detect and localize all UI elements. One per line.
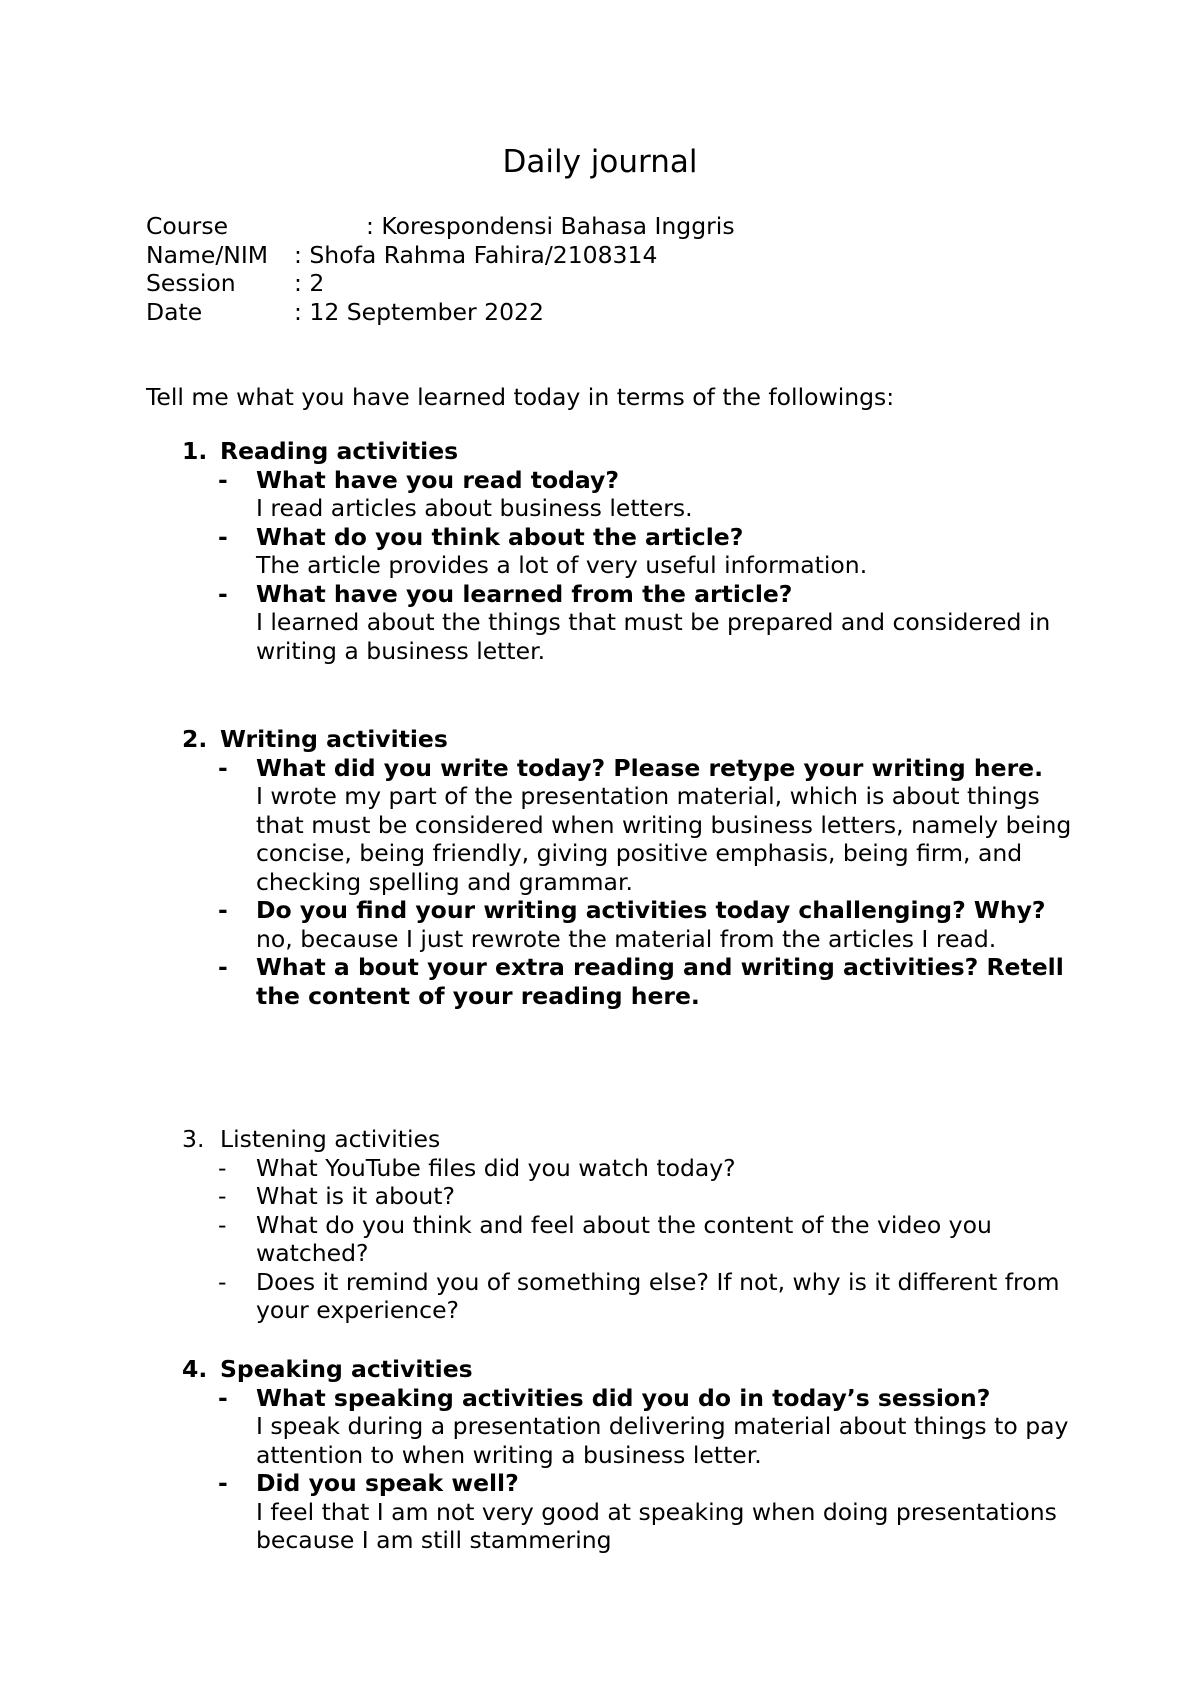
intro-text: Tell me what you have learned today in terms of the followings:	[146, 383, 895, 411]
bullet-dash: -	[218, 522, 228, 551]
date-label: Date	[146, 297, 203, 326]
question-text: What a bout your extra reading and writing activities? Retell the content of your reading here.	[256, 953, 1064, 1010]
bullet-dash: -	[218, 1267, 227, 1296]
answer-text: I read articles about business letters.	[256, 494, 693, 522]
session-label: Session	[146, 269, 236, 297]
course-label: Course	[146, 212, 229, 240]
section-number: 1.	[182, 437, 208, 465]
name-label: Name/NIM	[146, 240, 269, 269]
question-text: What is it about?	[256, 1182, 455, 1210]
session-row	[146, 269, 735, 298]
section-number: 3.	[182, 1125, 205, 1153]
question-text: Does it remind you of something else? If not, why is it different from your experience?	[256, 1267, 1060, 1324]
bullet-dash: -	[218, 1153, 227, 1182]
date-row	[146, 298, 735, 327]
question-text: What have you learned from the article?	[256, 579, 793, 608]
section-title: Writing activities	[220, 725, 448, 753]
page-title: Daily journal	[502, 144, 698, 180]
section-title: Listening activities	[220, 1125, 441, 1153]
header-info	[146, 212, 735, 326]
bullet-dash: -	[218, 753, 228, 782]
speaking-section	[182, 1355, 1082, 1555]
section-heading	[182, 437, 1082, 466]
reading-section	[182, 437, 1082, 665]
bullet-dash: -	[218, 953, 228, 981]
name-value: : Shofa Rahma Fahira/2108314	[294, 240, 658, 269]
section-heading	[182, 1125, 1082, 1154]
answer-text: I learned about the things that must be prepared and considered in writing a business letter.	[256, 608, 1051, 665]
question-text: What YouTube files did you watch today?	[256, 1153, 736, 1182]
session-value: : 2	[294, 269, 325, 297]
date-value: : 12 September 2022	[294, 297, 544, 326]
section-heading	[182, 725, 1082, 754]
course-row	[146, 212, 735, 241]
question-text: What speaking activities did you do in today’s session?	[256, 1383, 991, 1412]
list-item	[182, 1268, 1082, 1325]
list-item	[182, 1469, 1082, 1555]
list-item	[182, 1384, 1082, 1470]
list-item	[182, 523, 1082, 580]
section-title: Reading activities	[220, 437, 459, 465]
answer-text: The article provides a lot of very useful information.	[256, 551, 868, 579]
list-item	[182, 1182, 1082, 1211]
writing-section	[182, 725, 1082, 1010]
bullet-dash: -	[218, 1383, 228, 1412]
bullet-dash: -	[218, 465, 228, 494]
list-item	[182, 466, 1082, 523]
list-item	[182, 580, 1082, 666]
list-item	[182, 1211, 1082, 1268]
question-text: Do you find your writing activities today challenging? Why?	[256, 896, 1046, 924]
question-text: What do you think about the article?	[256, 522, 744, 551]
question-text: What have you read today?	[256, 465, 619, 494]
question-text: What do you think and feel about the content of the video you watched?	[256, 1210, 992, 1267]
name-row	[146, 241, 735, 270]
list-item	[182, 754, 1082, 897]
bullet-dash: -	[218, 1469, 228, 1497]
answer-text: I wrote my part of the presentation material, which is about things that must be considered when writing business letters, namely being concise, being friendly, giving positive emphasis, being firm, and checking spelling and grammar.	[256, 782, 1072, 896]
answer-text: I feel that I am not very good at speaking when doing presentations because I am still stammering	[256, 1497, 1057, 1554]
list-item	[182, 896, 1082, 953]
bullet-dash: -	[218, 579, 228, 608]
course-value: : Korespondensi Bahasa Inggris	[366, 212, 735, 240]
answer-text: no, because I just rewrote the material from the articles I read.	[256, 924, 997, 953]
bullet-dash: -	[218, 1182, 227, 1210]
answer-text: I speak during a presentation delivering material about things to pay attention to when writing a business letter.	[256, 1412, 1069, 1469]
section-number: 4.	[182, 1355, 208, 1383]
question-text: Did you speak well?	[256, 1469, 519, 1497]
list-item	[182, 953, 1082, 1010]
section-title: Speaking activities	[220, 1355, 473, 1383]
section-heading	[182, 1355, 1082, 1384]
bullet-dash: -	[218, 1210, 227, 1239]
question-text: What did you write today? Please retype your writing here.	[256, 753, 1044, 782]
list-item	[182, 1154, 1082, 1183]
bullet-dash: -	[218, 896, 228, 924]
section-number: 2.	[182, 725, 208, 753]
listening-section	[182, 1125, 1082, 1325]
